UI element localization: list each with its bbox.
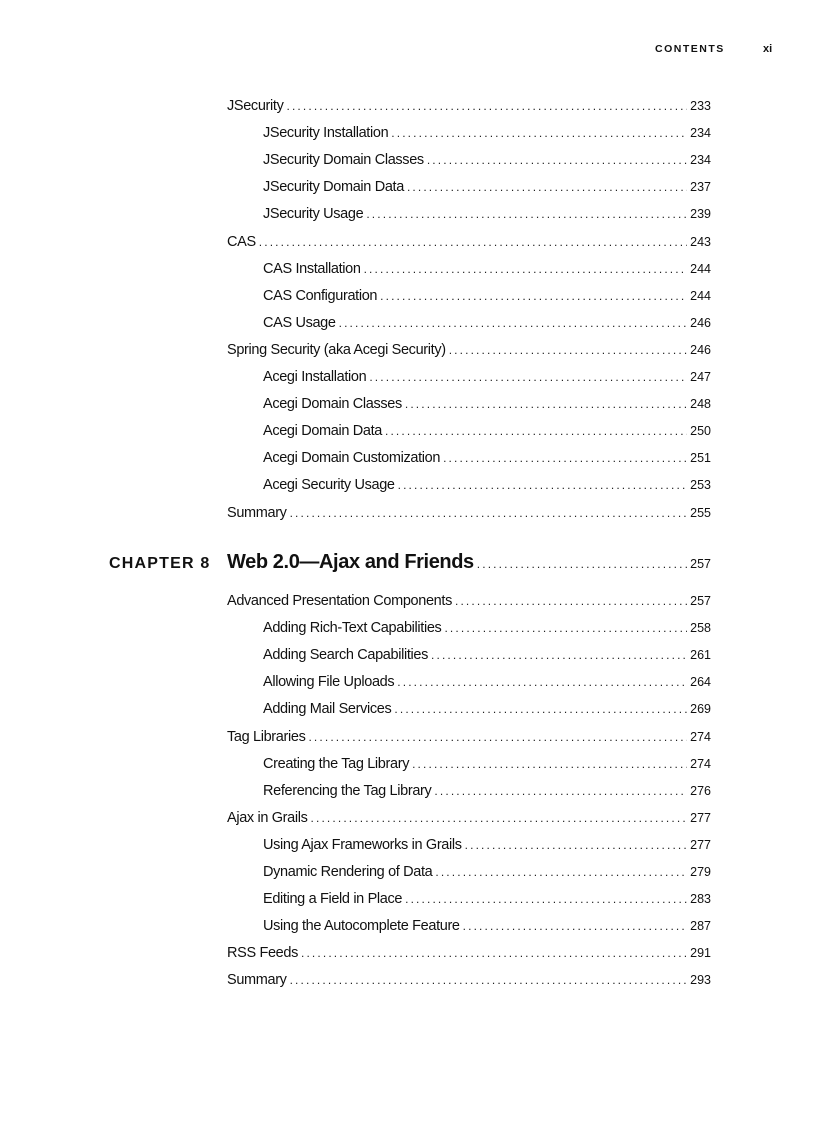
toc-entry [0, 647, 816, 667]
toc-entry [0, 477, 816, 497]
toc-entry-line [263, 369, 711, 385]
toc-entry [0, 98, 816, 118]
running-header [0, 43, 816, 59]
toc-entry-line [263, 288, 711, 304]
toc-entry-page: 269 [690, 702, 711, 717]
toc-entry [0, 891, 816, 911]
toc-entry-title: JSecurity [227, 98, 284, 114]
toc-entry-line [263, 152, 711, 168]
dot-leader [311, 811, 688, 825]
toc-entry-line [227, 729, 711, 745]
toc-entry-page: 244 [690, 261, 711, 276]
toc-entry-page: 287 [690, 919, 711, 934]
toc-entry-line [263, 450, 711, 466]
toc-entry [0, 701, 816, 721]
dot-leader [397, 675, 687, 689]
header-label: CONTENTS [655, 43, 725, 55]
toc-entry [0, 450, 816, 470]
toc-entry-line [263, 125, 711, 141]
toc-entry-page: 246 [690, 315, 711, 330]
dot-leader [259, 235, 687, 249]
dot-leader [449, 343, 687, 357]
toc-entry-page: 233 [690, 99, 711, 113]
toc-entry [0, 369, 816, 389]
toc-entry-line [263, 701, 711, 717]
dot-leader [394, 702, 687, 716]
toc-entry-page: 246 [690, 342, 711, 357]
dot-leader [385, 424, 687, 438]
dot-leader [364, 262, 688, 276]
dot-leader [427, 153, 687, 167]
toc-entry [0, 837, 816, 857]
toc-entry-title: JSecurity Domain Classes [263, 152, 424, 169]
toc-entry-title: Allowing File Uploads [263, 674, 395, 691]
toc-entry [0, 342, 816, 362]
toc-entry-title: CAS Installation [263, 260, 361, 277]
toc-entry-line [227, 98, 711, 114]
toc-entry-line [263, 477, 711, 493]
toc-entry [0, 315, 816, 335]
chapter-page-number: 257 [690, 557, 711, 571]
chapter-title-line [227, 551, 711, 574]
dot-leader [435, 865, 687, 879]
toc-entry [0, 234, 816, 254]
toc-entry-page: 253 [690, 478, 711, 493]
dot-leader [455, 594, 687, 608]
dot-leader [444, 621, 687, 635]
dot-leader [434, 784, 687, 798]
toc-entry [0, 593, 816, 613]
toc-entry-line [263, 620, 711, 636]
toc-entry-page: 247 [690, 370, 711, 384]
dot-leader [443, 451, 687, 465]
dot-leader [286, 99, 687, 113]
toc-entry-title: CAS Configuration [263, 287, 378, 304]
toc-entry-page: 277 [690, 837, 711, 852]
toc-entry [0, 261, 816, 281]
toc-entry-page: 251 [690, 451, 711, 466]
dot-leader [463, 919, 687, 933]
toc-entry [0, 864, 816, 884]
toc-entry-page: 274 [690, 729, 711, 744]
toc-entry [0, 206, 816, 226]
toc-entry-page: 274 [690, 756, 711, 771]
toc-entry-line [263, 261, 711, 277]
toc-entry-page: 279 [690, 865, 711, 879]
toc-entry-title: RSS Feeds [227, 945, 298, 962]
toc-entry [0, 918, 816, 938]
toc-entry-page: 244 [690, 288, 711, 303]
toc-entry-line [263, 396, 711, 412]
toc-entry-line [263, 756, 711, 772]
toc-entry [0, 972, 816, 992]
toc-entry-line [263, 674, 711, 690]
toc-entry-page: 237 [690, 180, 711, 195]
toc-entry-page: 264 [690, 675, 711, 690]
toc-entry-title: Summary [227, 504, 287, 521]
dot-leader [412, 757, 687, 771]
chapter-heading [0, 551, 816, 579]
chapter-title: Web 2.0—Ajax and Friends [227, 551, 474, 573]
toc-entry-title: Advanced Presentation Components [227, 593, 452, 609]
toc-entry-line [227, 945, 711, 961]
toc-entry-title: Creating the Tag Library [263, 755, 410, 772]
toc-entry-page: 255 [690, 505, 711, 520]
toc-entry-page: 234 [690, 153, 711, 168]
toc-entry-line [263, 179, 711, 195]
chapter-label: CHAPTER 8 [109, 555, 211, 572]
toc-entry-title: Editing a Field in Place [263, 891, 403, 908]
toc-entry-line [227, 342, 711, 358]
toc-entry [0, 179, 816, 199]
dot-leader [290, 973, 688, 987]
toc-entry [0, 423, 816, 443]
toc-entry-line [227, 593, 711, 609]
toc-entry-title: Acegi Domain Customization [263, 450, 441, 467]
dot-leader [407, 180, 687, 194]
dot-leader [405, 892, 687, 906]
dot-leader [308, 730, 687, 744]
toc-entry-title: Adding Mail Services [263, 701, 392, 718]
dot-leader [405, 397, 687, 411]
toc-entry-title: Adding Rich-Text Capabilities [263, 620, 442, 637]
toc-entry [0, 152, 816, 172]
toc-entry-page: 293 [690, 973, 711, 988]
toc-entry-title: Acegi Domain Classes [263, 396, 402, 413]
toc-entry-title: Using the Autocomplete Feature [263, 918, 460, 935]
toc-entry [0, 620, 816, 640]
toc-entry-title: Dynamic Rendering of Data [263, 864, 433, 880]
toc-entry-page: 258 [690, 621, 711, 636]
toc-entry-page: 243 [690, 234, 711, 249]
toc-entry-line [227, 505, 711, 521]
dot-leader [465, 838, 687, 852]
toc-entry-page: 277 [690, 810, 711, 825]
toc-entry-title: Adding Search Capabilities [263, 647, 429, 664]
toc-entry-title: Spring Security (aka Acegi Security) [227, 341, 446, 358]
toc-entry [0, 810, 816, 830]
toc-entry-title: Referencing the Tag Library [263, 782, 432, 799]
dot-leader [301, 946, 687, 960]
toc-entry-line [263, 206, 711, 222]
toc-entry-title: JSecurity Usage [263, 206, 364, 223]
toc-entry-title: JSecurity Installation [263, 125, 389, 142]
toc-entry [0, 396, 816, 416]
dot-leader [369, 370, 687, 384]
toc-entry-line [227, 234, 711, 250]
toc-entry-line [263, 891, 711, 907]
toc-entry-line [227, 972, 711, 988]
toc-entry-line [263, 315, 711, 331]
toc-entry-line [227, 810, 711, 826]
toc-entry-line [263, 837, 711, 853]
toc-entry-title: CAS Usage [263, 314, 336, 331]
dot-leader [380, 289, 687, 303]
toc-entry [0, 505, 816, 525]
toc-entry-title: Summary [227, 972, 287, 989]
dot-leader [477, 557, 687, 571]
toc-entry-page: 283 [690, 892, 711, 907]
toc-entry-page: 234 [690, 126, 711, 141]
dot-leader [431, 648, 687, 662]
toc-entry-line [263, 647, 711, 663]
toc-entry-title: Ajax in Grails [227, 809, 308, 826]
dot-leader [290, 506, 688, 520]
dot-leader [391, 126, 687, 140]
toc-entry-title: Using Ajax Frameworks in Grails [263, 836, 462, 853]
toc-entry-page: 257 [690, 594, 711, 608]
toc-entry [0, 783, 816, 803]
header-page-number: xi [763, 43, 773, 55]
toc-entry-page: 276 [690, 783, 711, 798]
toc-entry-title: Acegi Domain Data [263, 423, 382, 440]
toc-entry [0, 729, 816, 749]
toc-entry-title: Acegi Security Usage [263, 477, 395, 494]
toc-entry-page: 239 [690, 207, 711, 222]
toc-entry-line [263, 423, 711, 439]
dot-leader [339, 316, 688, 330]
toc-entry-line [263, 783, 711, 799]
toc-entry-title: Tag Libraries [227, 728, 306, 745]
toc-entry-page: 261 [690, 648, 711, 663]
toc-entry [0, 945, 816, 965]
toc-entry-page: 291 [690, 946, 711, 961]
toc-entry [0, 125, 816, 145]
dot-leader [398, 478, 688, 492]
toc-entry-page: 250 [690, 424, 711, 439]
toc-entry-page: 248 [690, 397, 711, 412]
toc-entry-title: Acegi Installation [263, 369, 367, 385]
toc-entry-line [263, 918, 711, 934]
dot-leader [366, 207, 687, 221]
toc-entry [0, 288, 816, 308]
toc-entry-title: CAS [227, 233, 256, 250]
toc-entry-line [263, 864, 711, 880]
toc-entry [0, 674, 816, 694]
toc-entry-title: JSecurity Domain Data [263, 179, 404, 196]
toc-entry [0, 756, 816, 776]
